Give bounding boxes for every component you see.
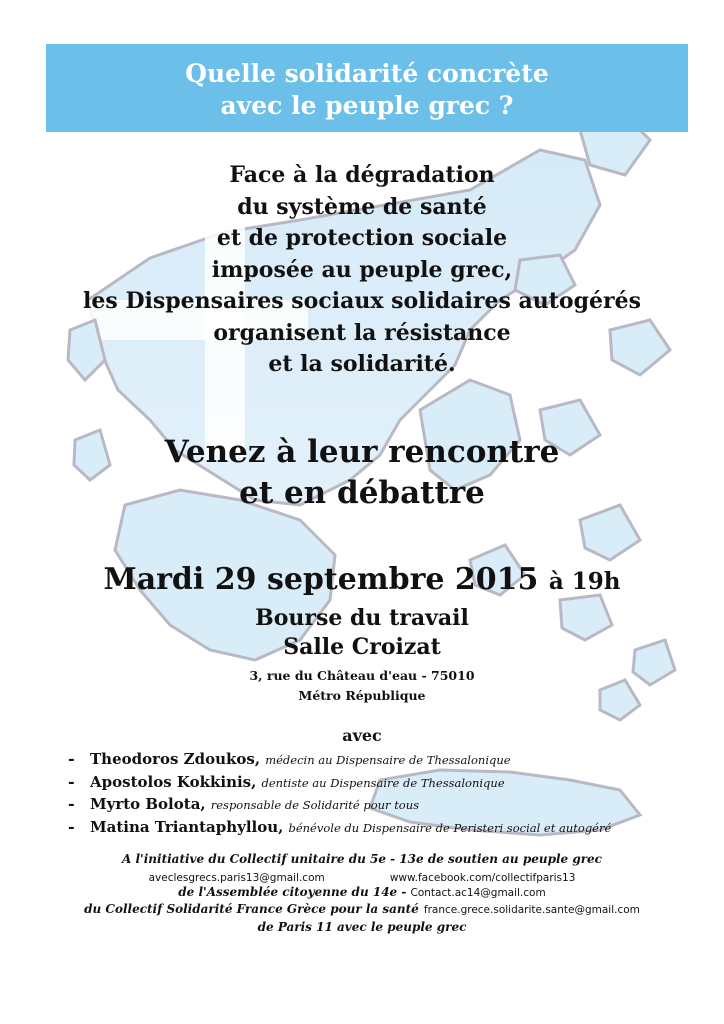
venue-line2: Salle Croizat: [283, 634, 441, 660]
footer-line: [0, 916, 724, 935]
speaker-role: responsable de Solidarité pour tous: [210, 798, 420, 812]
speaker-role: dentiste au Dispensaire de Thessalonique: [261, 775, 505, 790]
footer-collective: du Collectif Solidarité France Grèce pour la santé: [84, 902, 419, 916]
title-banner: [46, 44, 688, 132]
speaker-name: Apostolos Kokkinis,: [90, 772, 257, 791]
intro-line: organisent la résistance: [213, 319, 511, 346]
event-date: [0, 560, 724, 602]
intro-line: et la solidarité.: [268, 351, 456, 377]
intro-line: Face à la dégradation: [229, 162, 495, 188]
avec-label: avec: [342, 726, 382, 745]
list-item: [68, 793, 698, 816]
speaker-role: médecin au Dispensaire de Thessalonique: [265, 753, 511, 767]
venue-line1: Bourse du travail: [255, 605, 469, 631]
list-item: [68, 748, 698, 771]
speakers-list: [68, 748, 698, 838]
address-street: 3, rue du Château d'eau - 75010: [249, 668, 475, 683]
list-item: [68, 771, 698, 794]
footer-email-link[interactable]: france.grece.solidarite.sante@gmail.com: [423, 904, 640, 916]
invitation-heading: [0, 432, 724, 514]
footer-line: [0, 898, 724, 917]
invitation-line2: et en débattre: [239, 475, 485, 511]
invitation-line1: Venez à leur rencontre: [164, 434, 560, 470]
bullet-dash-icon: -: [68, 816, 75, 836]
footer-line: [0, 848, 724, 867]
banner-title-line2: avec le peuple grec ?: [220, 91, 514, 120]
footer-paris11: de Paris 11 avec le peuple grec: [257, 920, 467, 934]
footer-organizer: A l'initiative du Collectif unitaire du 5e - 13e de soutien au peuple grec: [122, 852, 602, 866]
bullet-dash-icon: -: [68, 771, 75, 791]
event-time: à 19h: [548, 568, 621, 595]
speaker-name: Theodoros Zdoukos,: [90, 750, 261, 768]
banner-title-line1: Quelle solidarité concrète: [185, 59, 549, 88]
bullet-dash-icon: -: [68, 749, 75, 768]
intro-line: imposée au peuple grec,: [211, 256, 513, 283]
list-item: [68, 816, 698, 839]
bullet-dash-icon: -: [68, 794, 75, 813]
speaker-name: Matina Triantaphyllou,: [90, 817, 284, 836]
intro-line: et de protection sociale: [216, 225, 508, 251]
address-metro: Métro République: [298, 688, 426, 703]
footer-facebook-link[interactable]: www.facebook.com/collectifparis13: [389, 872, 576, 884]
banner-title: [46, 58, 688, 122]
speaker-name: Myrto Bolota,: [90, 795, 206, 813]
footer-email-link[interactable]: Contact.ac14@gmail.com: [410, 887, 546, 899]
intro-paragraph: [0, 160, 724, 381]
footer-assembly: de l'Assemblée citoyenne du 14e -: [178, 885, 411, 899]
footer-email-link[interactable]: aveclesgrecs.paris13@gmail.com: [148, 872, 325, 884]
event-venue: [0, 604, 724, 662]
intro-line: du système de santé: [237, 193, 487, 220]
intro-line: les Dispensaires sociaux solidaires autogérés: [83, 288, 641, 314]
event-date-text: Mardi 29 septembre 2015: [103, 562, 539, 597]
event-address: [0, 666, 724, 706]
speaker-role: bénévole du Dispensaire de Peristeri social et autogéré: [288, 820, 612, 835]
